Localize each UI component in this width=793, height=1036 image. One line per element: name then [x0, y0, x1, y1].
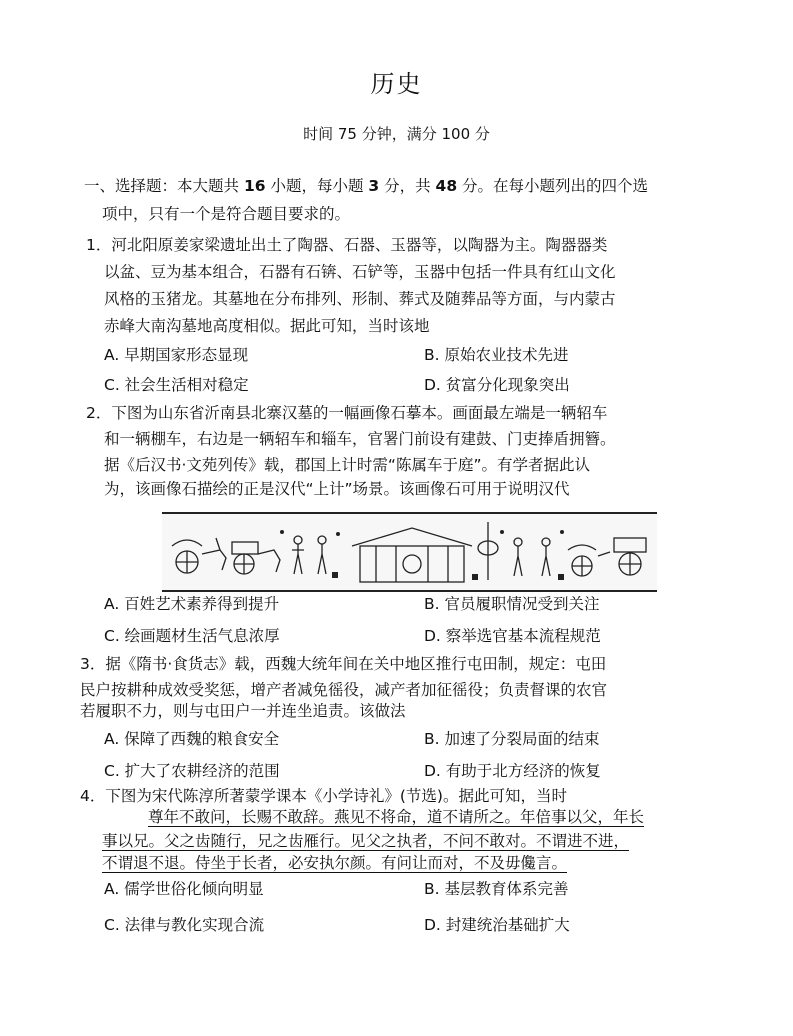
q2-option-d[interactable]: D. 察举选官基本流程规范: [424, 627, 601, 645]
q4-quote-line: 不谓退不退。侍坐于长者，必安执尔颜。有问让而对，不及毋儳言。: [102, 854, 568, 872]
q2-stem-line: 2．下图为山东省沂南县北寨汉墓的一幅画像石摹本。画面最左端是一辆轺车: [86, 404, 608, 422]
q1-stem-line: 1．河北阳原姜家梁遗址出土了陶器、石器、玉器等，以陶器为主。陶器器类: [86, 236, 608, 254]
q2-option-a[interactable]: A. 百姓艺术素养得到提升: [104, 595, 280, 613]
exam-subtitle: 时间 75 分钟，满分 100 分: [303, 125, 490, 143]
section-instructions-line1: 一、选择题：本大题共 16 小题，每小题 3 分，共 48 分。在每小题列出的四个选: [84, 177, 649, 195]
q3-option-d[interactable]: D. 有助于北方经济的恢复: [424, 762, 601, 780]
section-instructions-line2: 项中，只有一个是符合题目要求的。: [102, 205, 351, 223]
q3-option-c[interactable]: C. 扩大了农耕经济的范围: [104, 762, 280, 780]
stone-relief-image: [162, 512, 657, 592]
q2-stem-line: 据《后汉书·文苑列传》载，郡国上计时需“陈属车于庭”。有学者据此认: [104, 456, 590, 474]
q4-option-b[interactable]: B. 基层教育体系完善: [424, 880, 569, 898]
q3-stem-line: 3．据《隋书·食货志》载，西魏大统年间在关中地区推行屯田制，规定：屯田: [80, 655, 607, 673]
q3-option-b[interactable]: B. 加速了分裂局面的结束: [424, 730, 600, 748]
q2-stem-line: 为，该画像石描绘的正是汉代“上计”场景。该画像石可用于说明汉代: [104, 480, 570, 498]
q2-option-b[interactable]: B. 官员履职情况受到关注: [424, 595, 600, 613]
relief-drawing: [162, 514, 657, 590]
q2-stem-line: 和一辆棚车，右边是一辆轺车和辎车，官署门前设有建鼓、门吏捧盾拥簪。: [104, 430, 616, 448]
points-total: 48: [435, 177, 458, 195]
q1-option-a[interactable]: A. 早期国家形态显现: [104, 346, 249, 364]
q4-quote-line: 事以兄。父之齿随行，兄之齿雁行。见父之执者，不问不敢对。不谓进不进，: [102, 832, 630, 850]
question-count: 16: [243, 177, 266, 195]
q1-stem-line: 以盆、豆为基本组合，石器有石锛、石铲等，玉器中包括一件具有红山文化: [104, 263, 616, 281]
q1-option-d[interactable]: D. 贫富分化现象突出: [424, 376, 570, 394]
page-title: 历史: [370, 70, 423, 98]
q3-option-a[interactable]: A. 保障了西魏的粮食安全: [104, 730, 280, 748]
q4-option-d[interactable]: D. 封建统治基础扩大: [424, 916, 570, 934]
q2-option-c[interactable]: C. 绘画题材生活气息浓厚: [104, 627, 280, 645]
q1-stem-line: 赤峰大南沟墓地高度相似。据此可知，当时该地: [104, 317, 430, 335]
q4-option-a[interactable]: A. 儒学世俗化倾向明显: [104, 880, 264, 898]
q1-option-b[interactable]: B. 原始农业技术先进: [424, 346, 569, 364]
q3-stem-line: 若履职不力，则与屯田户一并连坐追责。该做法: [80, 702, 406, 720]
points-each: 3: [368, 177, 380, 195]
q4-quote-line: 尊年不敢问，长赐不敢辞。燕见不将命，道不请所之。年倍事以父，年长: [148, 808, 645, 826]
q1-option-c[interactable]: C. 社会生活相对稳定: [104, 376, 249, 394]
q3-stem-line: 民户按耕种成效受奖惩，增产者减免徭役，减产者加征徭役；负责督课的农官: [80, 681, 608, 699]
q4-option-c[interactable]: C. 法律与教化实现合流: [104, 916, 265, 934]
q4-stem-line: 4．下图为宋代陈淳所著蒙学课本《小学诗礼》(节选)。据此可知，当时: [80, 787, 567, 805]
q1-stem-line: 风格的玉猪龙。其墓地在分布排列、形制、葬式及随葬品等方面，与内蒙古: [104, 290, 616, 308]
